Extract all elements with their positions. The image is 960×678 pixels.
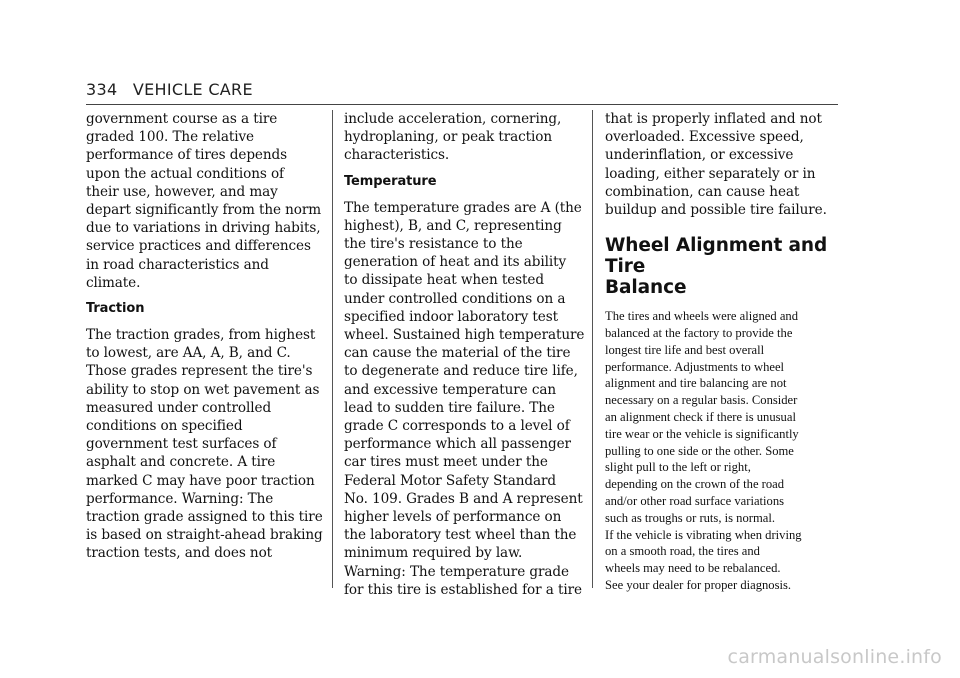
column-3-paragraph-1: that is properly inflated and not overloaded. Excessive speed, underinflation, or excessive loading, either separately or in combination, can cause heat buildup and possible tire failure. xyxy=(605,111,827,219)
watermark: carmanualsonline.info xyxy=(727,646,942,668)
page-header xyxy=(86,80,253,99)
column-1-paragraph-1: government course as a tire graded 100. The relative performance of tires depends upon the actual conditions of their use, however, and may depart significantly from the norm due to variations in driving habits, service practices and differences in road characteristics and climate. xyxy=(86,111,322,291)
column-2 xyxy=(344,110,586,607)
column-3-paragraph-2: The tires and wheels were aligned and balanced at the factory to provide the longest tire life and best overall performance. Adjustments to wheel alignment and tire balancing are not necessary on a regular basis. Consider an alignment check if there is unusual tire wear or the vehicle is significantly pulling to one side or the other. Some slight pull to the left or right, depending on the crown of the road and/or other road surface variations such as troughs or ruts, is normal. If the vehicle is vibrating when driving on a smooth road, the tires and wheels may need to be rebalanced. See your dealer for proper diagnosis. xyxy=(605,309,802,592)
wheel-alignment-title: Wheel Alignment and Tire Balance xyxy=(605,235,828,299)
column-3 xyxy=(605,110,845,602)
traction-heading: Traction xyxy=(86,301,145,317)
header-rule xyxy=(86,104,838,105)
column-1 xyxy=(86,110,328,571)
temperature-heading: Temperature xyxy=(344,173,437,189)
column-1-paragraph-2: The traction grades, from highest to lowest, are AA, A, B, and C. Those grades represent the tire's ability to stop on wet pavement as measured under controlled conditions on specified government test surfaces of asphalt and concrete. A tire marked C may have poor traction performance. Warning: The traction grade assigned to this tire is based on straight-ahead braking traction tests, and does not xyxy=(86,327,323,562)
column-divider-2 xyxy=(592,110,593,588)
page-number: 334 xyxy=(86,80,118,99)
column-2-paragraph-1: include acceleration, cornering, hydroplaning, or peak traction characteristics. xyxy=(344,111,562,164)
section-title-header: VEHICLE CARE xyxy=(132,80,253,99)
column-2-paragraph-2: The temperature grades are A (the highest), B, and C, representing the tire's resistance to the generation of heat and its ability to dissipate heat when tested under controlled conditions on a specified indoor laboratory test wheel. Sustained high temperature can cause the material of the tire to degenerate and reduce tire life, and excessive temperature can lead to sudden tire failure. The grade C corresponds to a level of performance which all passenger car tires must meet under the Federal Motor Safety Standard No. 109. Grades B and A represent higher levels of performance on the laboratory test wheel than the minimum required by law. Warning: The temperature grade for this tire is established for a tire xyxy=(344,199,585,598)
column-divider-1 xyxy=(332,110,333,588)
